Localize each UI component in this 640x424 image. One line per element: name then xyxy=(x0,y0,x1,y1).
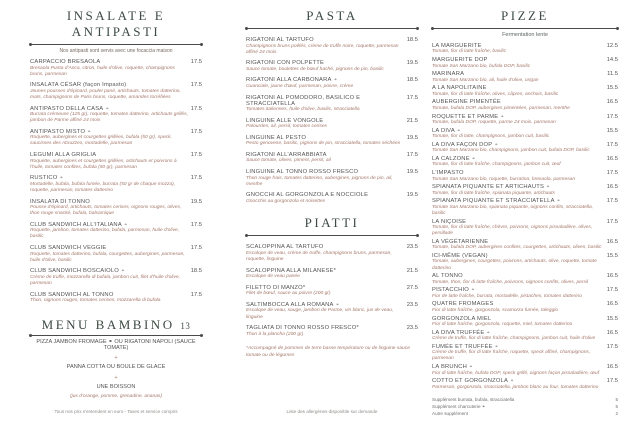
item-price: 16.5 xyxy=(606,273,618,280)
pork-icon: ⚭ xyxy=(59,175,64,181)
pork-icon: ⚭ xyxy=(494,141,499,147)
item-price: 18.5 xyxy=(190,268,202,275)
pork-icon: ⚭ xyxy=(87,128,91,134)
menu-item xyxy=(432,142,618,155)
menu-item xyxy=(432,184,618,197)
item-description: Escalope de veau, sauge, jambon de Parme, vin blanc, jus de veau, linguine xyxy=(246,308,394,320)
item-name: SPIANATA PIQUANTE ET STRACCIATELLA xyxy=(432,198,555,205)
menu-item xyxy=(432,57,618,70)
pork-icon: ⚭ xyxy=(471,287,475,293)
item-name: LA NIÇOISE xyxy=(432,218,467,225)
item-name: L'IMPASTO xyxy=(432,170,464,177)
item-name: LINGUINE AL TONNO ROSSO FRESCO xyxy=(246,169,359,175)
item-name: ANTIPASTO DELLA CASA xyxy=(30,105,104,112)
pork-icon: ⚭ xyxy=(121,268,125,274)
menu-item xyxy=(432,156,618,169)
item-description: Tomate San Marzano bio, roquette, burratina, bresaola, parmesan xyxy=(432,176,576,182)
supplement-label: Autre supplément xyxy=(432,411,469,417)
item-name: COTTO ET GORGONZOLA xyxy=(432,378,509,385)
item-name: LA DIVA TRUFFÉE xyxy=(432,329,485,336)
item-description: Filet de bœuf, sauce au poivre (200 gr) xyxy=(246,291,331,297)
menu-item xyxy=(246,77,418,90)
menu-item xyxy=(246,302,418,321)
item-price: 17.5 xyxy=(190,82,202,89)
item-name: TAGLIATA DI TONNO ROSSO FRESCO* xyxy=(246,325,359,332)
item-name: LA BRUNCH xyxy=(432,364,467,371)
piatti-asterisk-note: *Accompagné de pommes de terre basse température ou de linguine sauce tomate ou de légumes xyxy=(246,346,410,358)
item-description: Roquette, jambon, tomates datterino, bufala, parmesan, huile d'olive, basilic xyxy=(30,228,180,240)
pork-icon: ⚭ xyxy=(494,343,499,349)
divider xyxy=(432,28,618,29)
insalate-subtitle: Nos antipasti sont servis avec une focaccia maison xyxy=(59,48,173,54)
item-name: LA MARGUERITE xyxy=(432,42,482,49)
item-price: 12.5 xyxy=(606,42,618,49)
supplement-price: 2 xyxy=(615,411,618,417)
item-price: 16.5 xyxy=(606,155,618,162)
item-name: QUATRE FROMAGES xyxy=(432,301,494,308)
item-description: Crème de truffe, mozzarella di bufala, jambon cuit, filet d'huile d'olive, parmesan xyxy=(30,274,181,286)
item-name: RIGATONI AL TARTUFO xyxy=(246,37,314,43)
item-name: SALTIMBOCCA ALLA ROMANA xyxy=(246,301,334,308)
item-description: Tomate, aubergines, courgettes, poivrons, artichauts, olive, roquette, tomate datterino xyxy=(432,259,597,271)
item-description: Tomate San Marzano bio, bufala DOP, basilic xyxy=(432,63,531,69)
supplement-row xyxy=(432,397,618,404)
section-title-bambino xyxy=(30,317,202,333)
item-price: 17.5 xyxy=(406,94,418,101)
item-name: CLUB SANDWICH BOSCAIOLO xyxy=(30,268,119,275)
menu-item xyxy=(432,364,618,377)
pizze-items xyxy=(432,43,618,392)
menu-item xyxy=(30,175,202,194)
item-price: 16.5 xyxy=(606,301,618,308)
pizze-subtitle: Fermentation lente xyxy=(502,31,548,38)
menu-item xyxy=(432,85,618,98)
section-title-piatti: PIATTI xyxy=(304,215,360,231)
menu-item xyxy=(432,239,618,252)
menu-item xyxy=(432,99,618,112)
item-name: SPIANATA PIQUANTE ET ARTICHAUTS xyxy=(432,184,545,191)
bambino-line: + xyxy=(114,355,118,362)
bambino-line: UNE BOISSON xyxy=(96,383,136,390)
item-description: Tomate, fior di latte fraîche, olives, câpres, anchois, basilic xyxy=(432,91,559,97)
item-price: 23.5 xyxy=(406,244,418,251)
item-name: CLUB SANDWICH VEGGIE xyxy=(30,245,107,251)
item-description: Sauce tomate, boulettes de bœuf haché, pignons de pin, basilic xyxy=(246,66,384,72)
menu-item xyxy=(432,114,618,127)
item-description: Crème de truffe, fior di latte fraîche, roquette, speck affiné, champignons, parmesan xyxy=(432,350,591,362)
supplement-label: Supplément burrata, bufala, stracciatella xyxy=(432,397,515,403)
item-name: PISTACCHIO xyxy=(432,287,469,294)
pork-icon: ⚭ xyxy=(468,364,473,370)
item-price: 17.5 xyxy=(606,141,618,148)
bambino-line: PANNA COTTA OU BOULE DE GLACE xyxy=(66,364,166,371)
item-price: 17.5 xyxy=(606,113,618,120)
menu-item xyxy=(30,199,202,218)
item-price: 19.5 xyxy=(406,192,418,199)
divider xyxy=(246,28,418,29)
item-price: 16.5 xyxy=(606,99,618,106)
item-description: Roquette, aubergines et courgettes grillées, artichauts et poivrons à l'huile, tomates confites, bufala (50 gr), parmesan xyxy=(30,158,177,170)
item-name: INSALATA CÉSAR (façon Impasto) xyxy=(30,82,127,89)
menu-item xyxy=(432,378,618,391)
item-price: 15.5 xyxy=(606,315,618,322)
item-description: Tomate San Marzano bio, ail, huile d'olive, origan xyxy=(432,77,539,83)
item-name: INSALATA DI TONNO xyxy=(30,198,90,205)
item-name: GORGONZOLA MIEL xyxy=(432,315,492,322)
item-description: Tomate, bufala DOP, roquette, parme 24 mois, parmesan xyxy=(432,120,556,126)
menu-item xyxy=(432,253,618,272)
bambino-line: + xyxy=(114,374,118,381)
pork-icon: ⚭ xyxy=(471,155,476,161)
item-description: Tomate, bufala DOP, aubergines confites, courgettes, artichauts, olives, basilic xyxy=(432,245,602,251)
item-description: Thon à la plancha (200 gr) xyxy=(246,331,304,337)
item-description: Tomate, bufala DOP, aubergines pimentées, parmesan, menthe xyxy=(432,105,570,111)
footer-allergens-note: Liste des allergènes disponible sur demande xyxy=(286,409,378,414)
section-title-pasta: PASTA xyxy=(306,8,358,23)
divider xyxy=(246,235,418,236)
item-description: Tomate San Marzano bio, spianata piquante, oignons confits, stracciatella, basilic xyxy=(432,204,594,216)
menu-item xyxy=(30,222,202,241)
menu-item xyxy=(30,268,202,287)
item-price: 16.5 xyxy=(606,238,618,245)
item-price: 17.5 xyxy=(606,287,618,294)
menu-item xyxy=(432,273,618,286)
item-price: 23.5 xyxy=(406,325,418,332)
item-name: CARPACCIO BRESAOLA xyxy=(30,59,101,65)
item-name: ROQUETTE ET PARME xyxy=(432,113,499,120)
item-name: MARINARA xyxy=(432,71,465,78)
supplement-price: 5 xyxy=(615,397,618,403)
pork-icon: ⚭ xyxy=(510,378,514,384)
item-name: CLUB SANDWICH AL TONNO xyxy=(30,291,114,298)
item-description: Champignons bruns poêlés, crème de truffe noire, roquette, parmesan affiné 24 mois xyxy=(246,43,399,55)
bambino-line: PIZZA JAMBON FROMAGE ⚭ OU RIGATONI NAPOLI (SAUCE TOMATE) xyxy=(36,338,196,351)
item-price: 19.5 xyxy=(406,60,418,67)
item-description: Fior di latte fraîche, gorgonzola, scamorza fumée, taleggio xyxy=(432,307,559,313)
menu-item xyxy=(30,129,202,148)
menu-item xyxy=(246,95,418,114)
item-name: LINGUINE ALLE VONGOLE xyxy=(246,117,324,124)
menu-item xyxy=(432,301,618,314)
menu-item xyxy=(246,169,418,188)
menu-item xyxy=(246,325,418,338)
menu-item xyxy=(246,268,418,281)
menu-item xyxy=(30,106,202,125)
item-description: Guanciale, jaune d'œuf, parmesan, poivre, crème xyxy=(246,83,354,89)
item-name: RIGATONI ALLA CARBONARA xyxy=(246,77,332,84)
item-price: 17.5 xyxy=(406,151,418,158)
pork-icon: ⚭ xyxy=(500,113,505,119)
pork-icon: ⚭ xyxy=(456,127,461,133)
item-description: Gnocchis au gorgonzola et noisettes xyxy=(246,198,326,204)
item-description: Burrata crémeuse (125 gr), roquette, tomates datterino, artichauts grillés, jambon de Parme affiné 24 mois xyxy=(30,112,188,124)
item-description: Tomate, fior di latte fraîche, basilic xyxy=(432,49,507,55)
bambino-line: (jus d'orange, pomme, grenadine, ananas) xyxy=(69,394,162,400)
menu-item xyxy=(432,316,618,329)
item-price: 17.5 xyxy=(606,198,618,205)
item-description: Fior di latte fraîche, gorgonzola, roquette, miel, tomates datterino xyxy=(432,322,573,328)
item-price: 15.5 xyxy=(606,252,618,259)
item-description: Tomate, fior di latte fraîche, spianata piquante, artichauts xyxy=(432,190,555,196)
item-description: Roquette, tomates datterino, bufala, courgettes, aubergines, parmesan, huile d'olive, basilic xyxy=(30,251,185,263)
item-name: ANTIPASTO MISTO xyxy=(30,128,86,135)
item-price: 16.5 xyxy=(606,329,618,336)
item-price: 17.5 xyxy=(190,105,202,112)
menu-item xyxy=(432,287,618,300)
item-name: SCALOPPINA AL TARTUFO xyxy=(246,244,324,251)
item-price: 14.5 xyxy=(606,57,618,64)
item-description: Tomate, fior di latte fraîche, chèvre, poivrons, oignons pissaladière, olives, persillade xyxy=(432,225,593,237)
item-description: Roquette, aubergines et courgettes grillées, bufala (50 gr), speck, saucisses des Abruzzes, mortadelle, parmesan xyxy=(30,135,172,147)
item-description: Tomate, fior di latte, champignons, jambon cuit, basilic xyxy=(432,134,550,140)
item-price: 18.5 xyxy=(406,37,418,43)
section-title-pizze: PIZZE xyxy=(501,8,549,23)
divider xyxy=(30,44,202,45)
insalate-items xyxy=(30,59,202,309)
item-name: RIGATONI CON POLPETTE xyxy=(246,60,325,67)
item-description: Sauce tomate, olives, piment, persil, ail xyxy=(246,158,331,164)
item-name: SCALOPPINA ALLA MILANESE* xyxy=(246,267,337,274)
menu-item xyxy=(432,330,618,343)
item-name: CLUB SANDWICH ALL'ITALIANA xyxy=(30,221,122,228)
supplement-price: 5 xyxy=(615,404,618,410)
menu-item xyxy=(246,118,418,131)
item-name: LINGUINE AL PESTO xyxy=(246,134,307,141)
menu-item xyxy=(246,152,418,165)
item-price: 17.5 xyxy=(190,152,202,158)
section-bambino xyxy=(30,317,202,400)
pasta-items xyxy=(246,37,418,209)
supplements-list xyxy=(432,397,618,418)
item-name: LA VÉGÉTARIENNE xyxy=(432,238,489,245)
item-description: Pesto genovese, basilic, pignons de pin, stracciatella, tomates séchées xyxy=(246,141,401,147)
menu-item xyxy=(246,60,418,73)
item-price: 19.5 xyxy=(406,134,418,141)
item-price: 17.5 xyxy=(190,291,202,298)
column-pasta-piatti xyxy=(246,8,418,418)
pork-icon: ⚭ xyxy=(486,329,491,335)
item-price: 11.5 xyxy=(607,71,618,78)
item-name: RUSTICO xyxy=(30,175,58,182)
divider xyxy=(30,335,202,336)
menu-item xyxy=(432,170,618,183)
item-price: 18.5 xyxy=(406,77,418,84)
item-price: 17.5 xyxy=(606,378,618,385)
pork-icon: ⚭ xyxy=(556,198,561,204)
bambino-lines xyxy=(30,339,202,400)
footer-prices-note: Tous nos prix s'entendent en euro - Taxes et service compris xyxy=(54,409,178,414)
column-insalate xyxy=(30,8,202,418)
menu-item xyxy=(30,152,202,171)
item-description: Escalope de veau, crème de truffe, champignons bruns, parmesan, roquette, linguine xyxy=(246,250,392,262)
item-description: Parmesan, gorgonzola, stracciatella, jambon blanc au four, tomates datterino xyxy=(432,384,599,390)
item-price: 21.5 xyxy=(406,117,418,124)
item-price: 17.5 xyxy=(606,218,618,225)
item-name: RIGATONI AL POMODORO, BASILICO E STRACCIATELLA xyxy=(246,94,361,107)
supplement-label: Supplément charcuterie ⚭ xyxy=(432,404,486,410)
item-price: 17.5 xyxy=(190,59,202,65)
item-description: Tomate San Marzano bio, champignons, jambon cuit, bufala DOP, basilic xyxy=(432,148,590,154)
bambino-price: 13 xyxy=(180,320,191,331)
menu-item xyxy=(246,37,418,56)
item-description: Fior de latte fraîche, burrata, mortadelle, pistaches, tomates datterino xyxy=(432,293,582,299)
item-name: FUMÉE ET TRUFFÉE xyxy=(432,343,493,350)
item-description: Tomates italiennes, huile d'olive, basilic, stracciatella xyxy=(246,107,360,112)
menu-item xyxy=(246,244,418,263)
item-description: Fior di latte fraîche, bufala DOP, speck grillé, oignons façon pissaladière, œuf xyxy=(432,370,600,376)
piatti-items xyxy=(246,244,418,342)
section-title-insalate: INSALATE E ANTIPASTI xyxy=(66,8,166,39)
item-name: RIGATONI ALL'ARRABBIATA xyxy=(246,151,327,158)
menu-item xyxy=(246,285,418,298)
item-price: 17.5 xyxy=(190,175,202,182)
item-price: 16.5 xyxy=(606,184,618,191)
item-description: Thon rouge frais, tomates datterino, aubergines, pignons de pin, ail, menthe xyxy=(246,175,393,187)
item-price: 27.5 xyxy=(406,284,418,291)
item-description: Pousse d'épinard, artichauts, tomates cerises, oignons rouges, olives, thon rouge snacké, bufala, balsamique xyxy=(30,205,182,217)
menu-item xyxy=(432,198,618,217)
menu-item xyxy=(432,128,618,141)
item-price: 17.5 xyxy=(190,245,202,251)
item-name: LA DIVA xyxy=(432,127,455,134)
item-name: FILETTO DI MANZO* xyxy=(246,284,306,291)
menu-item xyxy=(30,292,202,305)
pork-icon: ⚭ xyxy=(335,301,340,307)
item-price: 15.5 xyxy=(606,127,618,134)
supplement-row xyxy=(432,411,618,418)
item-price: 16.5 xyxy=(606,364,618,371)
item-description: Crème de truffe, fior di latte fraîche, champignons, jambon cuit, huile d'olive xyxy=(432,336,596,342)
item-price: 17.5 xyxy=(606,170,618,177)
menu-item xyxy=(432,344,618,363)
item-description: Tomate, thon, fior di latte fraîche, poivrons, oignons confits, olives, persil xyxy=(432,279,589,285)
pork-icon: ⚭ xyxy=(105,105,110,111)
item-description: Tomate, fior di latte fraîche, champignons, jambon cuit, œuf xyxy=(432,162,561,168)
pork-icon: ⚭ xyxy=(333,77,338,83)
item-price: 15.5 xyxy=(606,85,618,92)
item-name: ICI-MÊME (VEGAN) xyxy=(432,252,488,259)
item-price: 21.5 xyxy=(406,267,418,274)
item-description: Palourdes, ail, persil, tomates cerises xyxy=(246,124,328,130)
item-description: Escalope de veau panée xyxy=(246,274,300,280)
item-name: A LA NAPOLITAINE xyxy=(432,85,487,92)
item-name: GNOCCHI AL GORGONZOLA E NOCCIOLE xyxy=(246,192,369,199)
bambino-title: MENU BAMBINO xyxy=(41,316,175,332)
item-price: 17.5 xyxy=(190,221,202,228)
item-price: 23.5 xyxy=(406,301,418,308)
item-price: 19.5 xyxy=(190,198,202,205)
menu-item xyxy=(246,192,418,205)
item-name: MARGUERITE DOP xyxy=(432,57,488,64)
item-description: Mortadelle, bufala, bufala fumée, burrata (50 gr de chaque mozza), roquette, parmesan, tomates datterino xyxy=(30,181,176,193)
item-price: 17.5 xyxy=(606,343,618,350)
item-name: LA CALZONE xyxy=(432,155,470,162)
item-name: AL TONNO xyxy=(432,273,463,280)
menu-item xyxy=(30,82,202,101)
menu-item xyxy=(432,219,618,238)
item-name: AUBERGINE PIMENTÉE xyxy=(432,99,501,106)
item-price: 17.5 xyxy=(190,128,202,135)
pork-icon: ⚭ xyxy=(123,221,128,227)
item-description: Jeunes pousses d'épinard, poulet pané, artichauts, tomates datterino, maïs, champignons de Paris bruns, roquette, amandes torréfiées xyxy=(30,88,181,100)
pork-icon: ⚭ xyxy=(546,184,550,190)
menu-item xyxy=(30,245,202,264)
menu-item xyxy=(432,71,618,84)
supplement-row xyxy=(432,404,618,411)
menu-item xyxy=(30,59,202,78)
item-name: LA DIVA FAÇON DOP xyxy=(432,141,493,148)
item-description: Bresaola Punta d'Anca, citron, huile d'olive, roquette, champignons bruns, parmesan xyxy=(30,65,175,77)
item-name: LEGUMI ALLA GRIGLIA xyxy=(30,152,97,158)
item-description: Thon, oignons rouges, tomates cerises, mozzarella di bufala xyxy=(30,298,161,303)
item-price: 19.5 xyxy=(406,169,418,175)
menu-item xyxy=(432,43,618,56)
menu-item xyxy=(246,135,418,148)
column-pizze xyxy=(432,8,618,418)
